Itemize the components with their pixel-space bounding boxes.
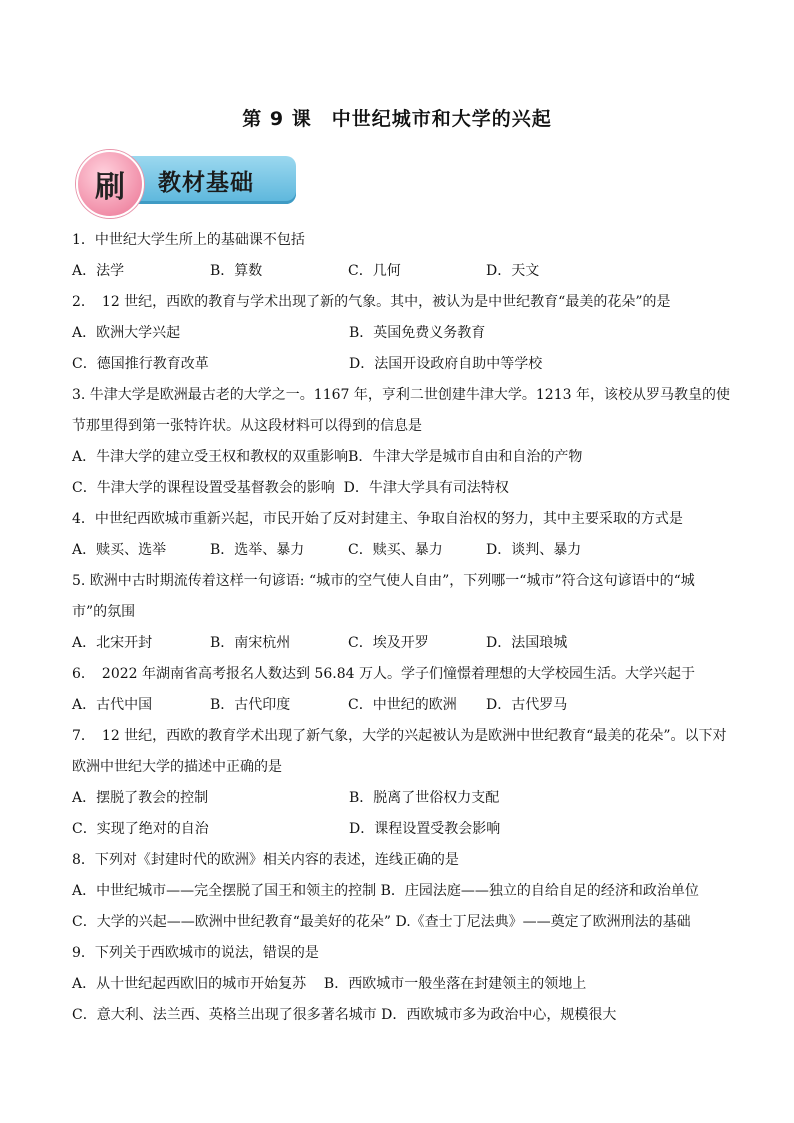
question-7-stem-line2: 欧洲中世纪大学的描述中正确的是 bbox=[72, 759, 282, 775]
option-b: B．庄园法庭——独立的自给自足的经济和政治单位 bbox=[380, 883, 699, 899]
option-b: B．南宋杭州 bbox=[210, 635, 291, 651]
question-1-stem: 1．中世纪大学生所上的基础课不包括 bbox=[72, 232, 305, 248]
question-2-options-row1 bbox=[72, 318, 732, 349]
option-c: C．埃及开罗 bbox=[348, 635, 429, 651]
question-1-options bbox=[72, 256, 732, 287]
question-3-options-row1 bbox=[72, 442, 732, 473]
option-a: A．中世纪城市——完全摆脱了国王和领主的控制 bbox=[72, 883, 377, 899]
option-d: D.《查士丁尼法典》——奠定了欧洲刑法的基础 bbox=[395, 914, 691, 930]
option-a: A．欧洲大学兴起 bbox=[72, 325, 181, 341]
option-c: C．意大利、法兰西、英格兰出现了很多著名城市 bbox=[72, 1007, 377, 1023]
question-7-options-row2 bbox=[72, 814, 732, 845]
question-5-stem-line2: 市”的氛围 bbox=[72, 604, 136, 620]
question-2-stem: 2． 12 世纪，西欧的教育与学术出现了新的气象。其中，被认为是中世纪教育“最美的花朵”的是 bbox=[72, 294, 671, 310]
option-a: A．牛津大学的建立受王权和教权的双重影响 bbox=[72, 449, 349, 465]
option-d: D．课程设置受教会影响 bbox=[349, 821, 501, 837]
question-list bbox=[72, 225, 732, 1031]
question-9-options-row1 bbox=[72, 969, 732, 1000]
option-b: B．英国免费义务教育 bbox=[349, 325, 486, 341]
option-c: C．大学的兴起——欧洲中世纪教育“最美好的花朵” bbox=[72, 914, 392, 930]
option-d: D．法国琅城 bbox=[486, 635, 568, 651]
option-d: D．古代罗马 bbox=[486, 697, 568, 713]
question-7-options-row1 bbox=[72, 783, 732, 814]
option-d: D．天文 bbox=[486, 263, 540, 279]
option-a: A．古代中国 bbox=[72, 697, 153, 713]
question-8-options-row1 bbox=[72, 876, 732, 907]
question-6-options bbox=[72, 690, 732, 721]
option-a: A．摆脱了教会的控制 bbox=[72, 790, 209, 806]
question-6-stem: 6． 2022 年湖南省高考报名人数达到 56.84 万人。学子们憧憬着理想的大学校园生活。大学兴起于 bbox=[72, 666, 695, 682]
question-4-options bbox=[72, 535, 732, 566]
option-d: D．西欧城市多为政治中心，规模很大 bbox=[381, 1007, 617, 1023]
option-a: A．从十世纪起西欧旧的城市开始复苏 bbox=[72, 976, 307, 992]
option-d: D．谈判、暴力 bbox=[486, 542, 582, 558]
option-c: C．几何 bbox=[348, 263, 401, 279]
option-c: C．赎买、暴力 bbox=[348, 542, 443, 558]
option-b: B．西欧城市一般坐落在封建领主的领地上 bbox=[323, 976, 587, 992]
option-b: B．选举、暴力 bbox=[210, 542, 305, 558]
option-b: B．古代印度 bbox=[210, 697, 291, 713]
question-3-options-row2 bbox=[72, 473, 732, 504]
option-c: C．德国推行教育改革 bbox=[72, 356, 209, 372]
option-a: A．法学 bbox=[72, 263, 125, 279]
question-4-stem: 4．中世纪西欧城市重新兴起，市民开始了反对封建主、争取自治权的努力，其中主要采取的方式是 bbox=[72, 511, 683, 527]
section-badge bbox=[76, 150, 298, 214]
question-8-options-row2 bbox=[72, 907, 732, 938]
question-2-options-row2 bbox=[72, 349, 732, 380]
question-7-stem-line1: 7． 12 世纪，西欧的教育学术出现了新气象，大学的兴起被认为是欧洲中世纪教育“最美的花朵”。以下对 bbox=[72, 728, 727, 744]
option-b: B．算数 bbox=[210, 263, 263, 279]
question-9-options-row2 bbox=[72, 1000, 732, 1031]
option-a: A．北宋开封 bbox=[72, 635, 153, 651]
question-3-stem-line2: 节那里得到第一张特许状。从这段材料可以得到的信息是 bbox=[72, 418, 422, 434]
brush-badge-icon: 刷 bbox=[76, 150, 144, 218]
option-c: C．中世纪的欧洲 bbox=[348, 697, 457, 713]
option-b: B．脱离了世俗权力支配 bbox=[349, 790, 500, 806]
option-d: D．法国开设政府自助中等学校 bbox=[349, 356, 543, 372]
option-a: A．赎买、选举 bbox=[72, 542, 167, 558]
page-title: 第 9 课 中世纪城市和大学的兴起 bbox=[242, 108, 552, 130]
option-c: C．实现了绝对的自治 bbox=[72, 821, 209, 837]
option-c: C．牛津大学的课程设置受基督教会的影响 bbox=[72, 480, 335, 496]
question-5-options bbox=[72, 628, 732, 659]
option-b: B．牛津大学是城市自由和自治的产物 bbox=[348, 449, 583, 465]
option-d: D．牛津大学具有司法特权 bbox=[343, 480, 509, 496]
question-8-stem: 8．下列对《封建时代的欧洲》相关内容的表述，连线正确的是 bbox=[72, 852, 459, 868]
question-5-stem-line1: 5. 欧洲中古时期流传着这样一句谚语: “城市的空气使人自由”，下列哪一“城市”符合这句谚语中的“城 bbox=[72, 573, 695, 589]
question-3-stem-line1: 3. 牛津大学是欧洲最古老的大学之一。1167 年，亨利二世创建牛津大学。1213 年，该校从罗马教皇的使 bbox=[72, 387, 730, 403]
section-label: 教材基础 bbox=[158, 170, 254, 196]
question-9-stem: 9．下列关于西欧城市的说法，错误的是 bbox=[72, 945, 319, 961]
